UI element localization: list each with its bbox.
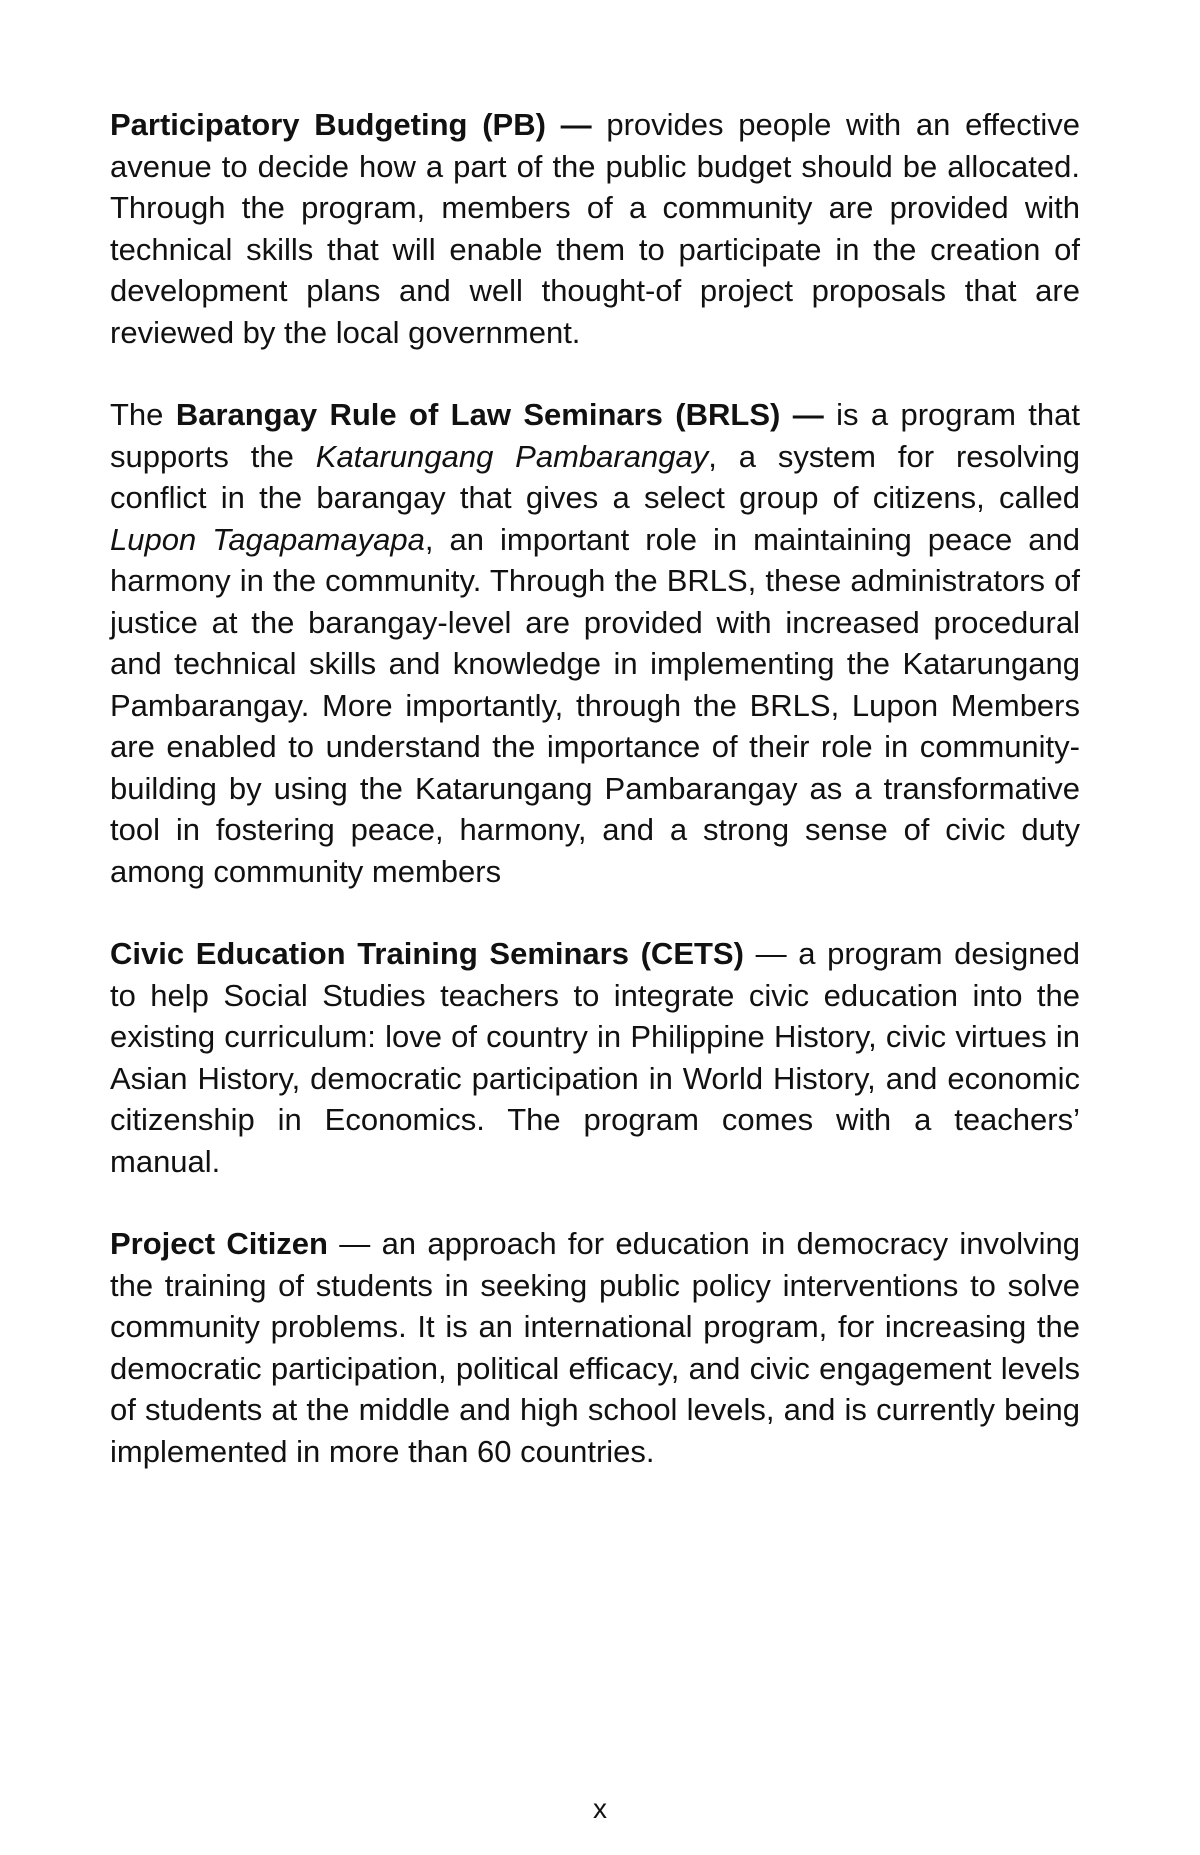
term-brls: Barangay Rule of Law Seminars (BRLS) xyxy=(175,397,781,432)
paragraph-text: an approach for education in democracy involving the training of students in seeking public policy interventions to solve community problems. It is an international program, for increasing the democratic participation, political efficacy, and civic engagement levels of students at the middle and high school levels, and is currently being implemented in more than 60 countries. xyxy=(110,1226,1080,1469)
italic-term-katarungang-pambarangay: Katarungang Pambarangay xyxy=(315,438,709,474)
paragraph-text: is a program that supports the xyxy=(110,397,1081,474)
paragraph-lead: The xyxy=(110,397,176,432)
page-number: x xyxy=(593,1793,607,1824)
paragraph-text: provides people with an effective avenue to decide how a part of the public budget should be allocated. Through the program, members of a community are provided with technical skills that will enable them to participate in the creation of development plans and well thought-of project proposals that are reviewed by the local government. xyxy=(110,107,1080,350)
page-body xyxy=(110,104,1080,1513)
paragraph-text: , an important role in maintaining peace and harmony in the community. Through the BRLS, these administrators of justice at the barangay-level are provided with increased procedural and technical skills and knowledge in implementing the Katarungang Pambarangay. More importantly, through the BRLS, Lupon Members are enabled to understand the importance of their role in community-building by using the Katarungang Pambarangay as a transformative tool in fostering peace, harmony, and a strong sense of civic duty among community members xyxy=(110,521,1080,889)
paragraph-project-citizen xyxy=(110,1223,1080,1472)
term-cets: Civic Education Training Seminars (CETS) xyxy=(110,936,744,971)
em-dash: — xyxy=(780,397,837,432)
paragraph-text: , a system for resolving conflict in the barangay that gives a select group of citizens, called xyxy=(110,438,1081,515)
term-participatory-budgeting: Participatory Budgeting (PB) xyxy=(110,107,546,142)
italic-term-lupon-tagapamayapa: Lupon Tagapamayapa xyxy=(110,521,425,557)
paragraph-brls xyxy=(110,394,1080,892)
paragraph-participatory-budgeting xyxy=(110,104,1080,353)
paragraph-text: a program designed to help Social Studies teachers to integrate civic education into the existing curriculum: love of country in Philippine History, civic virtues in Asian History, democratic participation in World History, and economic citizenship in Economics. The program comes with a teachers’ manual. xyxy=(110,936,1080,1179)
paragraph-cets xyxy=(110,933,1080,1182)
em-dash: — xyxy=(743,936,799,971)
em-dash: — xyxy=(545,107,607,142)
em-dash: — xyxy=(328,1226,382,1261)
term-project-citizen: Project Citizen xyxy=(110,1226,328,1261)
